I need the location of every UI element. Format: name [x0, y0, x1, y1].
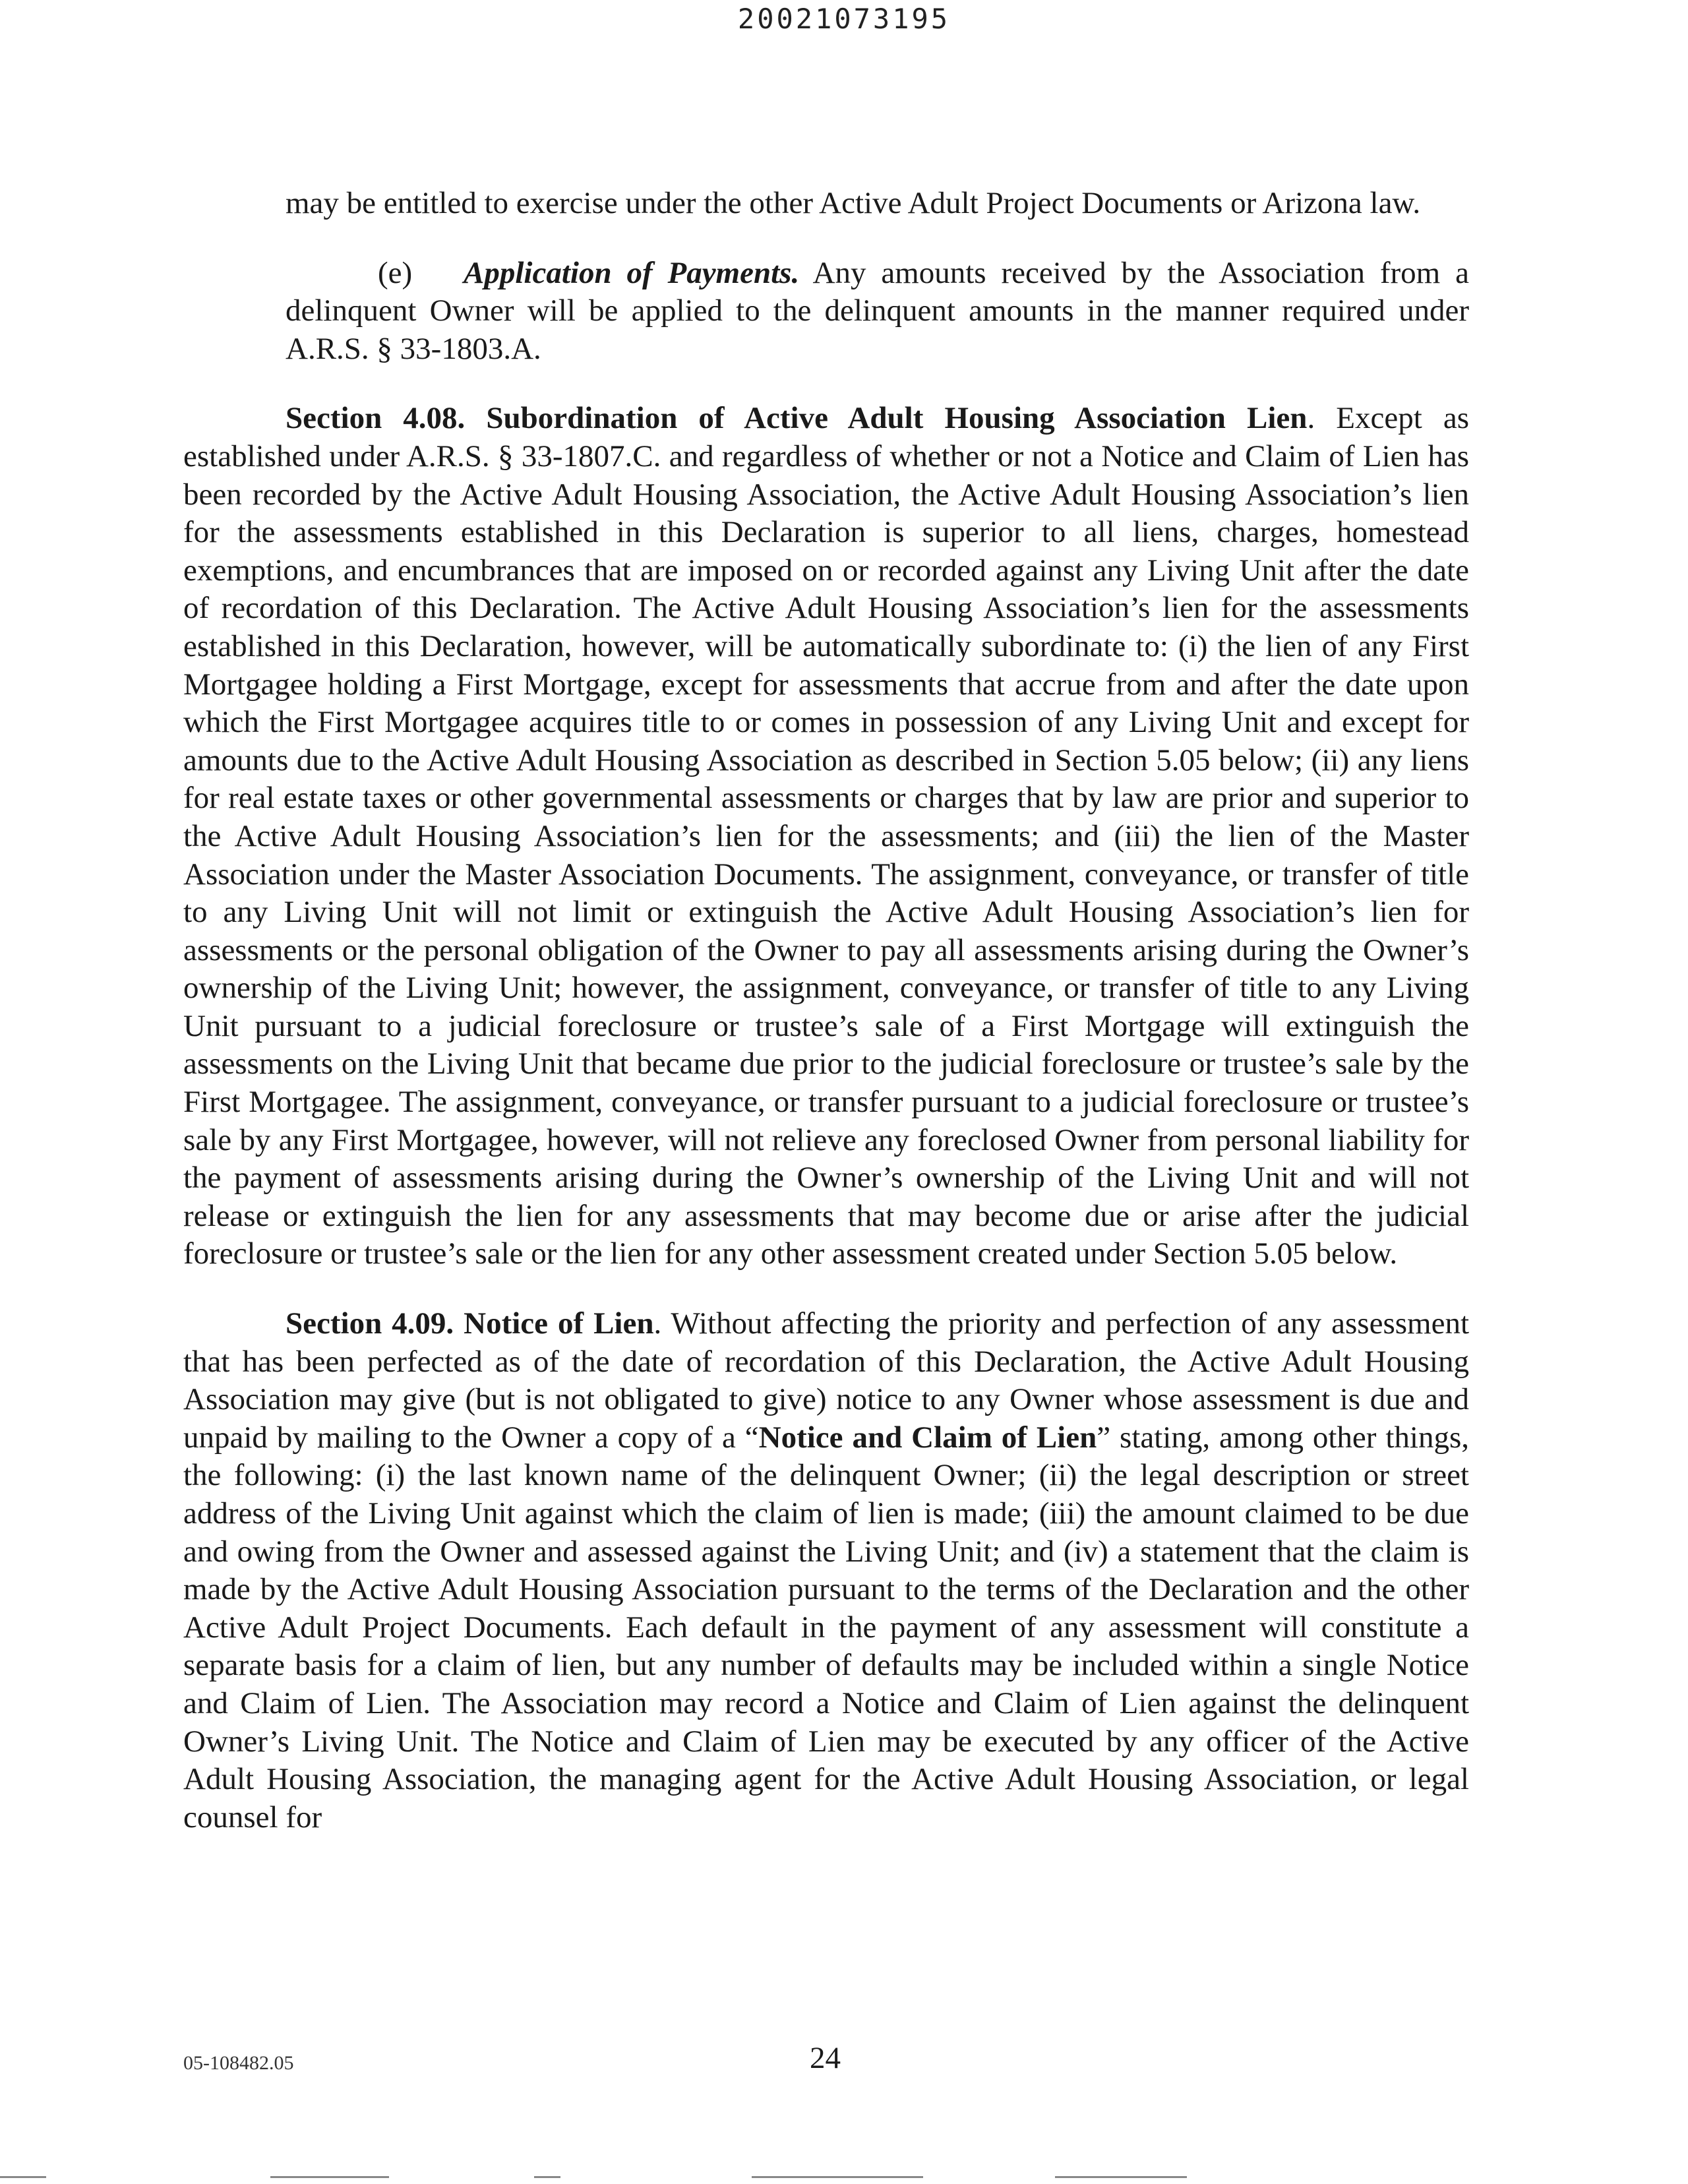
document-code: 05-108482.05 [183, 2052, 294, 2074]
heading-period: . [653, 1306, 662, 1341]
scan-artifact [534, 2176, 560, 2178]
defined-term: Notice and Claim of Lien [758, 1420, 1097, 1455]
scan-artifact [752, 2176, 923, 2178]
document-body [183, 185, 1469, 1868]
continued-paragraph [183, 185, 1469, 223]
recording-number: 20021073195 [737, 3, 951, 35]
section-4-09-paragraph [183, 1305, 1469, 1836]
scan-artifact [1055, 2176, 1187, 2178]
section-4-08-paragraph [183, 400, 1469, 1273]
paragraph-text: Any amounts received by the Association from a delinquent Owner will be applied to the delinquent amounts in the manner required under A.R.S. § 33-1803.A. [286, 255, 1469, 366]
subsection-label: (e) [378, 255, 413, 290]
section-heading: Section 4.08. Subordination of Active Adult Housing Association Lien [286, 401, 1308, 436]
subsection-title: Application of Payments. [464, 255, 800, 290]
heading-period: . [1307, 401, 1315, 436]
section-heading: Section 4.09. Notice of Lien [286, 1306, 654, 1341]
scan-artifact [270, 2176, 389, 2178]
page-number: 24 [810, 2041, 841, 2075]
paragraph-text: Except as established under A.R.S. § 33-1807.C. and regardless of whether or not a Notice and Claim of Lien has been recorded by the Active Adult Housing Association, the Active Adult Housing Association’s lien for the assessments established in this Declaration is superior to all liens, charges, homestead exemptions, and encumbrances that are imposed on or recorded against any Living Unit after the date of recordation of this Declaration. The Active Adult Housing Association’s lien for the assessments established in this Declaration, however, will be automatically subordinate to: (i) the lien of any First Mortgagee holding a First Mortgage, except for assessments that accrue from and after the date upon which the First Mortgagee acquires title to or comes in possession of any Living Unit and except for amounts due to the Active Adult Housing Association as described in Section 5.05 below; (ii) any liens for real estate taxes or other governmental assessments or charges that by law are prior and superior to the Active Adult Housing Association’s lien for the assessments; and (iii) the lien of the Master Association under the Master Association Documents. The assignment, conveyance, or transfer of title to any Living Unit will not limit or extinguish the Active Adult Housing Association’s lien for assessments or the personal obligation of the Owner to pay all assessments arising during the Owner’s ownership of the Living Unit; however, the assignment, conveyance, or transfer of title to any Living Unit pursuant to a judicial foreclosure or trustee’s sale of a First Mortgage will extinguish the assessments on the Living Unit that became due prior to the judicial foreclosure or trustee’s sale by the First Mortgagee. The assignment, conveyance, or transfer pursuant to a judicial foreclosure or trustee’s sale by any First Mortgagee, however, will not relieve any foreclosed Owner from personal liability for the payment of assessments arising during the Owner’s ownership of the Living Unit and will not release or extinguish the lien for any assessments that may become due or arise after the judicial foreclosure or trustee’s sale or the lien for any other assessment created under Section 5.05 below. [183, 401, 1470, 1271]
paragraph-text: ” stating, among other things, the following: (i) the last known name of the delinquent Owner; (ii) the legal description or street address of the Living Unit against which the claim of lien is made; (iii) the amount claimed to be due and owing from the Owner and assessed against the Living Unit; and (iv) a statement that the claim is made by the Active Adult Housing Association pursuant to the terms of the Declaration and the other Active Adult Project Documents. Each default in the payment of any assessment will constitute a separate basis for a claim of lien, but any number of defaults may be included within a single Notice and Claim of Lien. The Association may record a Notice and Claim of Lien against the delinquent Owner’s Living Unit. The Notice and Claim of Lien may be executed by any officer of the Active Adult Housing Association, the managing agent for the Active Adult Housing Association, or legal counsel for [183, 1420, 1469, 1835]
scan-artifact [0, 2176, 46, 2178]
paragraph-text: Without affecting the priority and perfection of any assessment that has been perfected as of the date of recordation of this Declaration, the Active Adult Housing Association may give (but is not obligated to give) notice to any Owner whose assessment is due and unpaid by mailing to the Owner a copy of a “ [183, 1306, 1470, 1455]
subsection-e-paragraph [183, 255, 1469, 369]
paragraph-text: may be entitled to exercise under the other Active Adult Project Documents or Arizona law. [286, 186, 1421, 220]
